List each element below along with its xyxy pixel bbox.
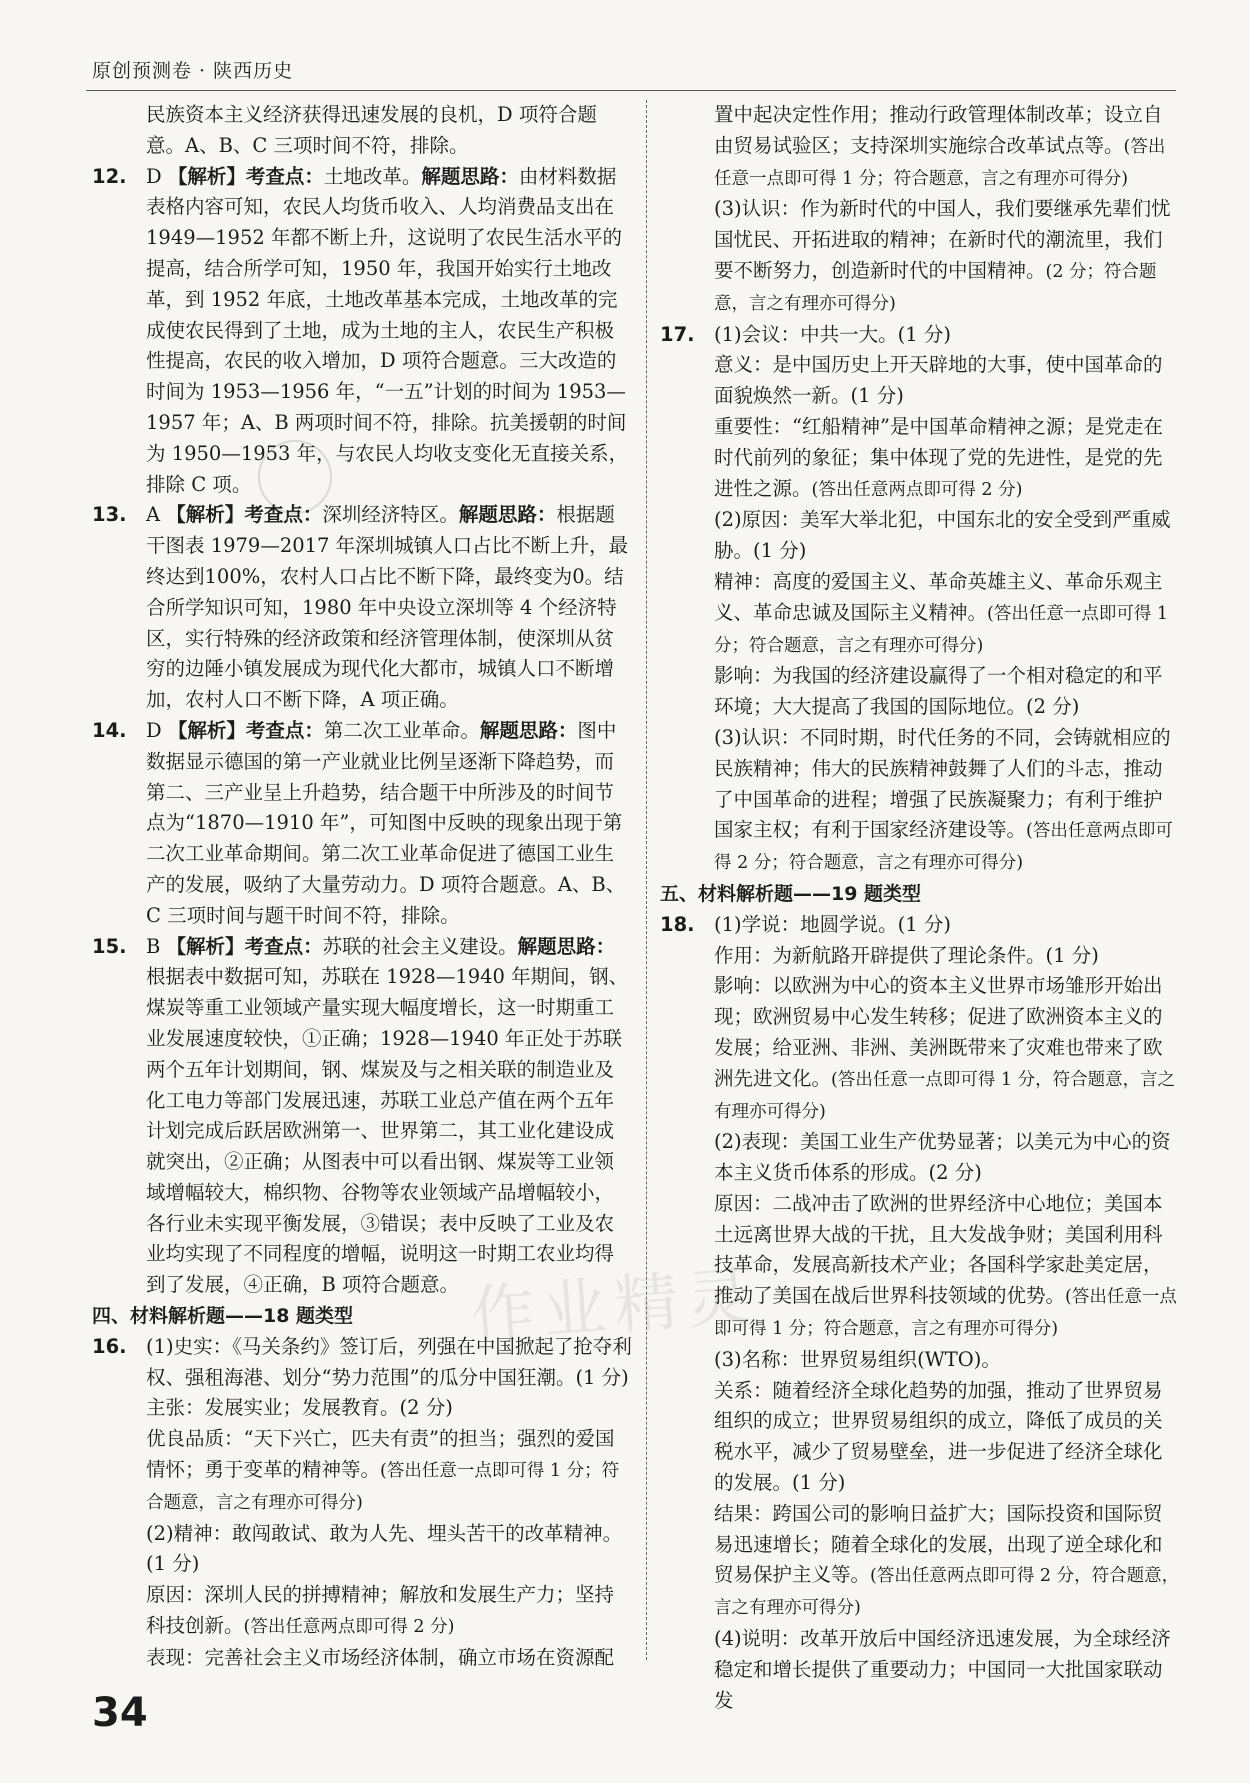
answer-16-part-1: (1)史实：《马关条约》签订后，列强在中国掀起了抢夺利权、强租海港、划分“势力范围”的瓜分中国狂潮。(1 分) — [146, 1334, 632, 1389]
answer-17-part-1: (1)会议：中共一大。(1 分) — [714, 322, 951, 346]
part-3-text: (3)认识：不同时期，时代任务的不同，会铸就相应的民族精神；伟大的民族精神鼓舞了人们的斗志，推动了中国革命的进程；增强了民族凝聚力；有利于维护国家主权；有利于国家经济建设等。 — [714, 725, 1171, 842]
page-header-title: 原创预测卷 · 陕西历史 — [92, 60, 294, 82]
question-number: 17. — [660, 322, 695, 346]
answer-17-spirit — [714, 567, 1180, 661]
analysis-tag: 【解析】 — [167, 718, 246, 742]
page-number: 34 — [92, 1690, 148, 1736]
answer-11-continuation: 民族资本主义经济获得迅速发展的良机，D 项符合题意。A、B、C 三项时间不符，排除。 — [146, 103, 597, 157]
answer-12 — [92, 162, 632, 501]
part-3-text: (3)认识：作为新时代的中国人，我们要继承先辈们忧国忧民、开拓进取的精神；在新时代的潮流里，我们要不断努力，创造新时代的中国精神。 — [714, 197, 1171, 282]
key-point: 深圳经济特区。 — [322, 503, 459, 527]
scoring-note: (答出任意一点即可得 1 分；符合题意，言之有理亦可得分) — [714, 136, 1166, 189]
answer-18-results — [714, 1499, 1180, 1624]
analysis-tag: 【解析】 — [166, 503, 245, 527]
reasons-text: 原因：深圳人民的拼搏精神；解放和发展生产力；坚持科技创新。 — [146, 1583, 615, 1638]
spirit-text: 精神：高度的爱国主义、革命英雄主义、革命乐观主义、革命忠诚及国际主义精神。 — [714, 569, 1163, 624]
answer-17-significance: 意义：是中国历史上开天辟地的大事，使中国革命的面貌焕然一新。(1 分) — [714, 353, 1163, 408]
key-point: 苏联的社会主义建设。 — [322, 934, 518, 958]
right-column — [660, 100, 1180, 1716]
solution-label: 解题思路： — [421, 164, 519, 188]
scoring-note: (答出任意一点即可得 1 分，符合题意，言之有理亦可得分) — [714, 1069, 1176, 1122]
answer-18-role: 作用：为新航路开辟提供了理论条件。(1 分) — [714, 943, 1099, 967]
question-number: 16. — [92, 1334, 127, 1358]
key-point: 第二次工业革命。 — [323, 718, 480, 742]
scoring-note: (答出任意两点即可得 2 分) — [243, 1617, 455, 1638]
solution-label: 解题思路： — [479, 718, 578, 742]
scoring-note: (答出任意一点即可得 1 分；符合题意，言之有理亦可得分) — [714, 1287, 1177, 1340]
answer-17-part-2: (2)原因：美军大举北犯，中国东北的安全受到严重威胁。(1 分) — [714, 508, 1171, 563]
answer-14 — [92, 716, 632, 932]
answer-choice: D — [146, 164, 162, 188]
answer-16-proposal: 主张：发展实业；发展教育。(2 分) — [146, 1396, 453, 1420]
impact-text: 影响：以欧洲为中心的资本主义世界市场雏形开始出现；欧洲贸易中心发生转移；促进了欧洲资本主义的发展；给亚洲、非洲、美洲既带来了灾难也带来了欧洲先进文化。 — [714, 974, 1163, 1090]
question-number: 18. — [660, 912, 695, 936]
solution-text: 由材料数据表格内容可知，农民人均货币收入、人均消费品支出在 1949—1952 年都不断上升，这说明了农民生活水平的提高，结合所学可知，1950 年，我国开始实行土地改革，到 1952 年底，土地改革基本完成，土地改革的完成使农民得到了土地，成为土地的主人，农民生产积极性提高，农民的收入增加，D 项符合题意。三大改造的时间为 1953—1956 年，“一五”计划的时间为 1953—1957 年；A、B 两项时间不符，排除。抗美援朝的时间为 1950—1953 年，与农民人均收支变化无直接关系，排除 C 项。 — [146, 164, 629, 496]
solution-label: 解题思路： — [458, 503, 557, 527]
answer-16-qualities — [146, 1424, 632, 1518]
key-point-label: 考查点： — [244, 934, 323, 958]
scoring-note: (2 分；符合题意，言之有理亦可得分) — [714, 261, 1157, 314]
qualities-text: 优良品质：“天下兴亡，匹夫有责”的担当；强烈的爱国情怀；勇于变革的精神等。 — [146, 1427, 615, 1482]
results-text: 结果：跨国公司的影响日益扩大；国际投资和国际贸易迅速增长；随着全球化的发展，出现了逆全球化和贸易保护主义等。 — [714, 1501, 1163, 1587]
answer-choice: B — [146, 934, 161, 958]
question-number: 12. — [92, 164, 127, 188]
reasons-text: 原因：二战冲击了欧洲的世界经济中心地位；美国本土远离世界大战的干扰，且大发战争财；美国利用科技革命，发展高新技术产业；各国科学家赴美定居，推动了美国在战后世界科技领域的优势。 — [714, 1191, 1163, 1308]
solution-text: 根据表中数据可知，苏联在 1928—1940 年期间，钢、煤炭等重工业领域产量实现大幅度增长，这一时期重工业发展速度较快，①正确；1928—1940 年正处于苏联两个五年计划期间，钢、煤炭及与之相关联的制造业及化工电力等部门发展迅速，苏联工业总产值在两个五年计划完成后跃居欧洲第一、世界第二，其工业化建设成就突出，②正确；从图表中可以看出钢、煤炭等工业领域增幅较大，棉织物、谷物等农业领域产品增幅较小，各行业未实现平衡发展，③错误；表中反映了工业及农业均实现了不同程度的增幅，说明这一时期工农业均得到了发展，④正确，B 项符合题意。 — [146, 965, 629, 1297]
key-point-label: 考查点： — [245, 164, 324, 188]
answer-16-reasons — [146, 1580, 632, 1643]
answer-18-part-2: (2)表现：美国工业生产优势显著；以美元为中心的资本主义货币体系的形成。(2 分) — [714, 1130, 1171, 1185]
answer-15 — [92, 932, 632, 1302]
continuation-text: 置中起决定性作用；推动行政管理体制改革；设立自由贸易试验区；支持深圳实施综合改革试点等。 — [714, 103, 1163, 157]
answer-18-part-4: (4)说明：改革开放后中国经济迅速发展，为全球经济稳定和增长提供了重要动力；中国同一大批国家联动发 — [714, 1627, 1171, 1712]
answer-17-impact: 影响：为我国的经济建设赢得了一个相对稳定的和平环境；大大提高了我国的国际地位。(2 分) — [714, 664, 1163, 719]
answer-16-part-2: (2)精神：敢闯敢试、敢为人先、埋头苦干的改革精神。(1 分) — [146, 1521, 623, 1576]
question-number: 13. — [92, 503, 127, 527]
scoring-note: (答出任意一点即可得 1 分；符合题意，言之有理亦可得分) — [146, 1461, 620, 1513]
answer-16-performance: 表现：完善社会主义市场经济体制，确立市场在资源配 — [146, 1645, 615, 1669]
section-heading-5: 五、材料解析题——19 题类型 — [660, 882, 922, 905]
solution-text: 根据题干图表 1979—2017 年深圳城镇人口占比不断上升，最终达到100%，农村人口占比不断下降，最终变为0。结合所学知识可知，1980 年中央设立深圳等 4 个经济特区，实行特殊的经济政策和经济管理体制，使深圳从贫穷的边陲小镇发展成为现代化大都市，城镇人口不断增加，农村人口不断下降，A 项正确。 — [146, 503, 629, 712]
importance-text: 重要性：“红船精神”是中国革命精神之源；是党走在时代前列的象征；集中体现了党的先进性，是党的先进性之源。 — [714, 414, 1163, 500]
section-heading-4: 四、材料解析题——18 题类型 — [92, 1305, 354, 1328]
answer-13 — [92, 500, 632, 716]
answer-17 — [660, 320, 1180, 879]
key-point-label: 考查点： — [245, 718, 324, 742]
watermark: 作业精灵 — [468, 1260, 761, 1354]
solution-text: 图中数据显示德国的第一产业就业比例呈逐渐下降趋势，而第二、三产业呈上升趋势，结合题干中所涉及的时间节点为“1870—1910 年”，可知图中反映的现象出现于第二次工业革命期间。第二次工业革命促进了德国工业生产的发展，吸纳了大量劳动力。D 项符合题意。A、B、C 三项时间与题干时间不符，排除。 — [146, 718, 626, 927]
question-number: 14. — [92, 718, 127, 742]
answer-18 — [660, 910, 1180, 1717]
question-number: 15. — [92, 934, 127, 958]
answer-17-part-3 — [714, 723, 1180, 879]
answer-17-importance — [714, 412, 1180, 505]
solution-label: 解题思路： — [517, 934, 616, 958]
answer-18-impact — [714, 971, 1180, 1127]
answer-choice: D — [146, 718, 162, 742]
answer-16 — [92, 1332, 632, 1674]
answer-16-continuation — [660, 100, 1180, 194]
answer-16-part-3 — [660, 194, 1180, 319]
analysis-tag: 【解析】 — [166, 934, 245, 958]
scoring-note: (答出任意两点即可得 2 分；符合题意，言之有理亦可得分) — [714, 821, 1173, 874]
column-divider — [646, 100, 647, 1660]
answer-18-part-1: (1)学说：地圆学说。(1 分) — [714, 912, 951, 936]
answer-18-part-3: (3)名称：世界贸易组织(WTO)。 — [714, 1347, 1001, 1371]
answer-18-relationship: 关系：随着经济全球化趋势的加强，推动了世界贸易组织的成立；世界贸易组织的成立，降低了成员的关税水平，减少了贸易壁垒，进一步促进了经济全球化的发展。(1 分) — [714, 1378, 1163, 1495]
scoring-note: (答出任意两点即可得 2 分，符合题意，言之有理亦可得分) — [714, 1566, 1180, 1619]
key-point-label: 考查点： — [244, 503, 323, 527]
left-column — [92, 100, 632, 1674]
key-point: 土地改革。 — [323, 164, 422, 188]
answer-choice: A — [146, 503, 161, 527]
analysis-tag: 【解析】 — [167, 164, 246, 188]
scoring-note: (答出任意一点即可得 1 分；符合题意，言之有理亦可得分) — [714, 603, 1169, 656]
header-rule — [86, 90, 1176, 91]
answer-18-reasons — [714, 1189, 1180, 1345]
scoring-note: (答出任意两点即可得 2 分) — [811, 479, 1023, 500]
